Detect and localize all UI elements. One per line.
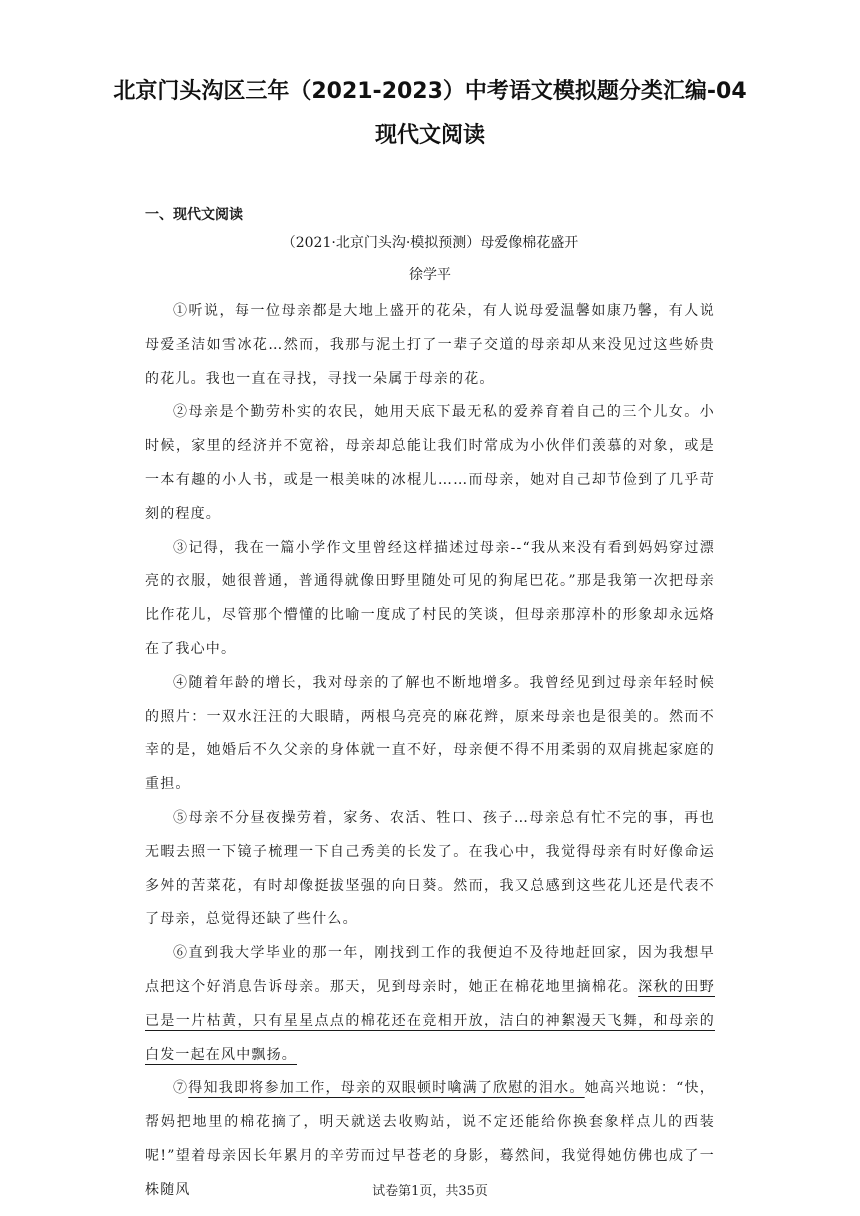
underlined-sentence-6: 深秋的田野已是一片枯黄，只有星星点点的棉花还在竞相开放，洁白的神絮漫天飞舞，和母亲的白发一起在风中飘扬。 <box>145 978 715 1063</box>
paragraph-2: ②母亲是个勤劳朴实的农民，她用天底下最无私的爱养育着自己的三个儿女。小时候，家里的经济并不宽裕，母亲却总能让我们时常成为小伙伴们羡慕的对象，或是一本有趣的小人书，或是一根美味的冰棍儿……而母亲，她对自己却节俭到了几乎苛刻的程度。 <box>145 404 715 522</box>
section-heading: 一、现代文阅读 <box>145 207 243 223</box>
paragraph-1: ①听说，每一位母亲都是大地上盛开的花朵，有人说母爱温馨如康乃馨，有人说母爱圣洁如雪冰花…然而，我那与泥土打了一辈子交道的母亲却从来没见过这些娇贵的花儿。我也一直在寻找，寻找一朵属于母亲的花。 <box>145 303 715 387</box>
document-title-line2: 现代文阅读 <box>374 123 485 148</box>
document-title-line1: 北京门头沟区三年（2021-2023）中考语文模拟题分类汇编-04 <box>113 79 747 104</box>
paragraph-7-text: 她高兴地说：“快，帮妈把地里的棉花摘了，明天就送去收购站，说不定还能给你换套象样点儿的西装呢!”望着母亲因长年累月的辛劳而过早苍老的身影，蓦然间，我觉得她仿佛也成了一株随风 <box>145 1080 715 1198</box>
paragraph-5: ⑤母亲不分昼夜操劳着，家务、农活、牲口、孩子…母亲总有忙不完的事，再也无暇去照一下镜子梳理一下自己秀美的长发了。在我心中，我觉得母亲有时好像命运多舛的苦菜花，有时却像挺拔坚强的向日葵。然而，我又总感到这些花儿还是代表不了母亲，总觉得还缺了些什么。 <box>145 809 715 928</box>
underlined-sentence-7: 得知我即将参加工作，母亲的双眼顿时噙满了欣慰的泪水。 <box>188 1080 585 1097</box>
paragraph-3: ③记得，我在一篇小学作文里曾经这样描述过母亲--“我从来没有看到妈妈穿过漂亮的衣服，她很普通，普通得就像田野里随处可见的狗尾巴花。”那是我第一次把母亲比作花儿，尽管那个懵懂的比喻一度成了村民的笑谈，但母亲那淳朴的形象却永远烙在了我心中。 <box>145 539 715 657</box>
paragraph-7-number: ⑦ <box>173 1080 189 1097</box>
page-footer: 试卷第1页，共35页 <box>372 1184 488 1199</box>
passage-body <box>145 295 715 1208</box>
passage-author: 徐学平 <box>409 267 451 283</box>
paragraph-4: ④随着年龄的增长，我对母亲的了解也不断地增多。我曾经见到过母亲年轻时候的照片：一双水汪汪的大眼睛，两根乌亮亮的麻花辫，原来母亲也是很美的。然而不幸的是，她婚后不久父亲的身体就一直不好，母亲便不得不用柔弱的双肩挑起家庭的重担。 <box>145 674 715 793</box>
passage-source: （2021·北京门头沟·模拟预测）母爱像棉花盛开 <box>281 235 579 251</box>
paragraph-6-text: ⑥直到我大学毕业的那一年，刚找到工作的我便迫不及待地赶回家，因为我想早点把这个好消息告诉母亲。那天，见到母亲时，她正在棉花地里摘棉花。 <box>145 945 715 995</box>
paragraph-6 <box>145 937 715 1072</box>
